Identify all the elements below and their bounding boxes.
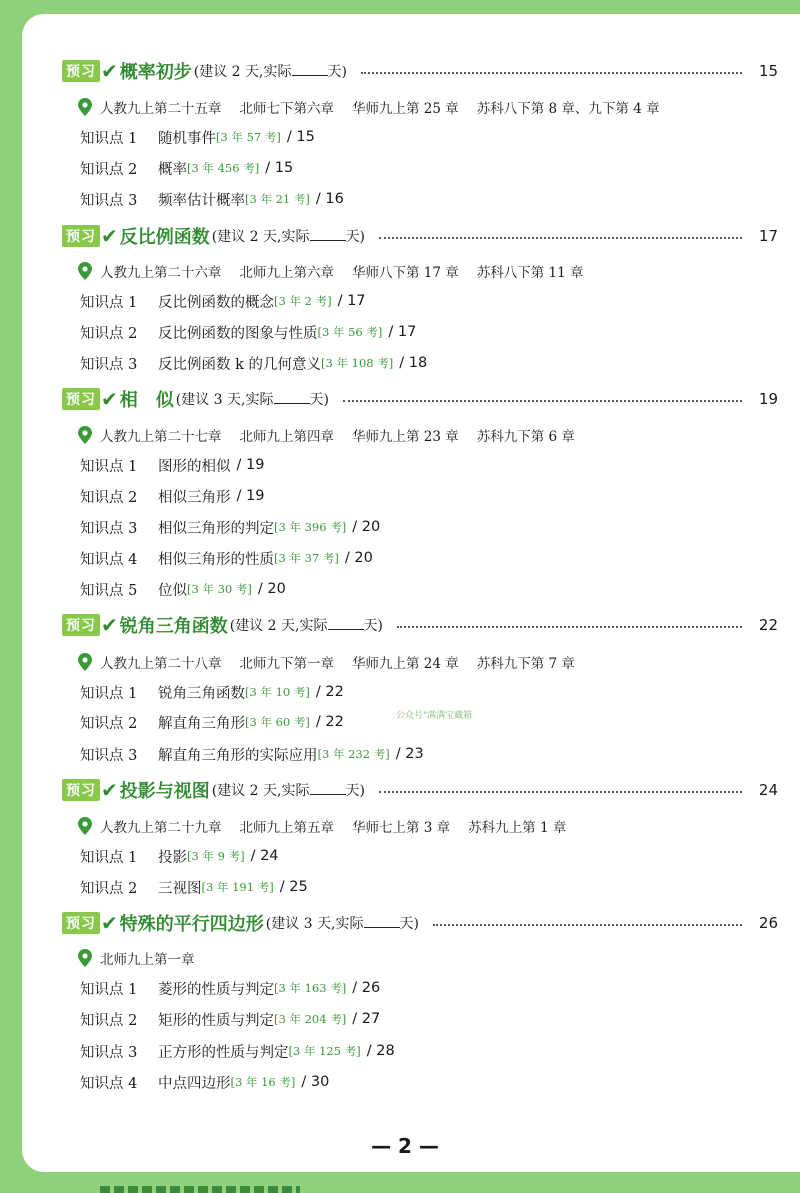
preview-badge: 预习 [62,60,100,82]
preview-badge: 预习 [62,912,100,934]
chapter-ref: 苏科八下第 11 章 [476,265,584,281]
textbook-chapters [78,815,584,837]
preview-badge: 预习 [62,779,100,801]
check-icon: ✔ [101,224,118,248]
knowledge-point-name: 三视图 [158,880,202,897]
knowledge-point-label: 知识点 3 [80,747,138,764]
section-title: 锐角三角函数 [119,616,228,637]
exam-frequency: [3 年 191 考] [201,880,274,894]
section-note: (建议 2 天,实际 天) [211,229,365,245]
textbook-chapters [78,96,678,118]
knowledge-point-label: 知识点 1 [80,130,138,147]
section-page: 26 [758,914,778,932]
knowledge-point-name: 中点四边形 [158,1075,231,1092]
knowledge-point-name: 相似三角形的性质 [158,551,274,568]
knowledge-point-name: 概率 [158,161,187,178]
knowledge-point-page: / 16 [315,191,344,207]
location-pin-icon [78,817,92,835]
knowledge-point-item[interactable] [80,485,264,507]
section-header[interactable] [62,58,778,84]
page-number: — 2 — [371,1134,439,1158]
knowledge-point-page: / 28 [366,1043,395,1059]
knowledge-point-label: 知识点 2 [80,715,138,732]
knowledge-point-label: 知识点 5 [80,582,138,599]
textbook-chapters [78,651,593,673]
exam-frequency: [3 年 30 考] [187,582,252,596]
section-title: 概率初步 [119,62,192,83]
chapter-ref: 北师七下第六章 [239,101,334,117]
knowledge-point-item[interactable] [80,977,380,999]
section-note: (建议 3 天,实际 天) [265,916,419,932]
exam-frequency: [3 年 396 考] [274,520,347,534]
chapter-ref: 华师九上第 25 章 [352,101,459,117]
knowledge-point-name: 相似三角形的判定 [158,520,274,537]
check-icon: ✔ [101,387,118,411]
section-page: 15 [758,62,778,80]
preview-badge: 预习 [62,388,100,410]
exam-frequency: [3 年 2 考] [274,294,332,308]
section-note: (建议 3 天,实际 天) [175,392,329,408]
exam-frequency: [3 年 16 考] [230,1075,296,1089]
knowledge-point-page: / 23 [395,746,424,762]
dot-leader [379,791,742,793]
section-note: (建议 2 天,实际 天) [193,64,347,80]
section-header[interactable] [62,386,778,412]
section-note: (建议 2 天,实际 天) [211,783,365,799]
chapter-ref: 北师九上第五章 [239,820,334,836]
knowledge-point-item[interactable] [80,578,286,600]
knowledge-point-item[interactable] [80,547,373,569]
section-title: 反比例函数 [119,227,210,248]
knowledge-point-item[interactable] [80,454,264,476]
section-header[interactable] [62,223,778,249]
knowledge-point-page: / 22 [315,714,344,730]
knowledge-point-page: / 25 [279,879,308,895]
preview-badge: 预习 [62,614,100,636]
exam-frequency: [3 年 57 考] [216,130,281,144]
knowledge-point-item[interactable] [80,188,344,210]
knowledge-point-label: 知识点 1 [80,685,138,702]
knowledge-point-name: 反比例函数 k 的几何意义 [158,356,322,373]
check-icon: ✔ [101,59,118,83]
textbook-chapters [78,424,593,446]
bottom-decoration [100,1186,300,1193]
section-title: 特殊的平行四边形 [119,914,264,935]
chapter-ref: 人教九上第二十八章 [100,656,222,672]
knowledge-point-item[interactable] [80,845,279,867]
section-page: 24 [758,781,778,799]
knowledge-point-item[interactable] [80,876,308,898]
knowledge-point-page: / 17 [337,293,366,309]
knowledge-point-item[interactable] [80,516,380,538]
chapter-ref: 人教九上第二十九章 [100,820,222,836]
knowledge-point-name: 位似 [158,582,187,599]
location-pin-icon [78,949,92,967]
dot-leader [379,237,742,239]
knowledge-point-page: / 15 [265,160,294,176]
chapter-ref: 华师九上第 23 章 [352,429,459,445]
days-blank [274,391,310,404]
exam-frequency: [3 年 10 考] [245,685,310,699]
check-icon: ✔ [101,911,118,935]
section-title: 投影与视图 [119,781,210,802]
knowledge-point-name: 投影 [158,849,187,866]
exam-frequency: [3 年 9 考] [187,849,245,863]
chapter-ref: 人教九上第二十六章 [100,265,222,281]
chapter-ref: 华师八下第 17 章 [352,265,459,281]
chapter-ref: 北师九上第一章 [100,952,195,968]
section-page: 22 [758,616,778,634]
dot-leader [397,626,742,628]
section-header[interactable] [62,612,778,638]
knowledge-point-page: / 30 [301,1074,330,1090]
knowledge-point-label: 知识点 2 [80,1012,138,1029]
knowledge-point-name: 正方形的性质与判定 [158,1044,289,1061]
knowledge-point-name: 相似三角形 [158,489,231,506]
exam-frequency: [3 年 456 考] [187,161,260,175]
section-page: 19 [758,390,778,408]
knowledge-point-name: 矩形的性质与判定 [158,1012,274,1029]
knowledge-point-name: 图形的相似 [158,458,231,475]
section-header[interactable] [62,777,778,803]
knowledge-point-item[interactable] [80,352,427,374]
knowledge-point-label: 知识点 3 [80,520,138,537]
knowledge-point-label: 知识点 2 [80,489,138,506]
knowledge-point-label: 知识点 1 [80,458,138,475]
knowledge-point-page: / 19 [236,488,265,504]
location-pin-icon [78,426,92,444]
knowledge-point-label: 知识点 4 [80,551,138,568]
chapter-ref: 北师九上第四章 [239,429,334,445]
knowledge-point-label: 知识点 2 [80,880,138,897]
section-page: 17 [758,227,778,245]
preview-badge: 预习 [62,225,100,247]
knowledge-point-label: 知识点 2 [80,325,138,342]
days-blank [292,63,328,76]
knowledge-point-name: 解直角三角形 [158,715,245,732]
knowledge-point-page: / 27 [352,1011,381,1027]
knowledge-point-label: 知识点 4 [80,1075,138,1092]
knowledge-point-name: 解直角三角形的实际应用 [158,747,318,764]
knowledge-point-label: 知识点 1 [80,981,138,998]
chapter-ref: 人教九上第二十五章 [100,101,222,117]
knowledge-point-item[interactable] [80,290,366,312]
days-blank [310,228,346,241]
check-icon: ✔ [101,613,118,637]
exam-frequency: [3 年 232 考] [317,747,390,761]
knowledge-point-label: 知识点 1 [80,294,138,311]
knowledge-point-page: / 17 [388,324,417,340]
knowledge-point-label: 知识点 1 [80,849,138,866]
chapter-ref: 苏科九下第 6 章 [476,429,575,445]
knowledge-point-page: / 20 [352,519,381,535]
chapter-ref: 人教九上第二十七章 [100,429,222,445]
chapter-ref: 苏科九上第 1 章 [468,820,567,836]
exam-frequency: [3 年 204 考] [274,1012,347,1026]
knowledge-point-name: 频率估计概率 [158,192,245,209]
chapter-ref: 苏科八下第 8 章、九下第 4 章 [476,101,660,117]
watermark-text: 公众号"满满宝藏箱 [396,711,473,721]
knowledge-point-name: 菱形的性质与判定 [158,981,274,998]
knowledge-point-page: / 15 [286,129,315,145]
textbook-chapters [78,260,602,282]
knowledge-point-page: / 22 [315,684,344,700]
knowledge-point-name: 锐角三角函数 [158,685,245,702]
knowledge-point-page: / 19 [236,457,265,473]
knowledge-point-page: / 20 [344,550,373,566]
section-header[interactable] [62,910,778,936]
knowledge-point-label: 知识点 3 [80,1044,138,1061]
section-title: 相 似 [119,390,174,411]
chapter-ref: 华师九上第 24 章 [352,656,459,672]
knowledge-point-label: 知识点 3 [80,356,138,373]
location-pin-icon [78,262,92,280]
location-pin-icon [78,653,92,671]
knowledge-point-item[interactable] [80,157,293,179]
exam-frequency: [3 年 163 考] [274,981,347,995]
section-note: (建议 2 天,实际 天) [229,618,383,634]
exam-frequency: [3 年 125 考] [288,1044,361,1058]
dot-leader [433,924,742,926]
exam-frequency: [3 年 108 考] [321,356,394,370]
knowledge-point-page: / 24 [250,848,279,864]
knowledge-point-item[interactable] [80,126,315,148]
knowledge-point-name: 反比例函数的图象与性质 [158,325,318,342]
knowledge-point-page: / 26 [352,980,381,996]
knowledge-point-item[interactable] [80,711,344,733]
knowledge-point-label: 知识点 3 [80,192,138,209]
knowledge-point-item[interactable] [80,1008,380,1030]
knowledge-point-name: 反比例函数的概念 [158,294,274,311]
exam-frequency: [3 年 21 考] [245,192,310,206]
knowledge-point-item[interactable] [80,321,416,343]
check-icon: ✔ [101,778,118,802]
knowledge-point-item[interactable] [80,743,424,765]
exam-frequency: [3 年 37 考] [274,551,339,565]
knowledge-point-item[interactable] [80,681,344,703]
knowledge-point-item[interactable] [80,1040,395,1062]
dot-leader [343,400,742,402]
dot-leader [361,72,742,74]
chapter-ref: 北师九下第一章 [239,656,334,672]
knowledge-point-name: 随机事件 [158,130,216,147]
textbook-chapters [78,947,213,969]
chapter-ref: 苏科九下第 7 章 [476,656,575,672]
location-pin-icon [78,98,92,116]
knowledge-point-label: 知识点 2 [80,161,138,178]
chapter-ref: 华师七上第 3 章 [352,820,451,836]
days-blank [364,915,400,928]
exam-frequency: [3 年 56 考] [317,325,383,339]
knowledge-point-page: / 20 [257,581,286,597]
knowledge-point-item[interactable] [80,1071,329,1093]
days-blank [328,617,364,630]
chapter-ref: 北师九上第六章 [239,265,334,281]
exam-frequency: [3 年 60 考] [245,715,310,729]
days-blank [310,782,346,795]
knowledge-point-page: / 18 [399,355,428,371]
